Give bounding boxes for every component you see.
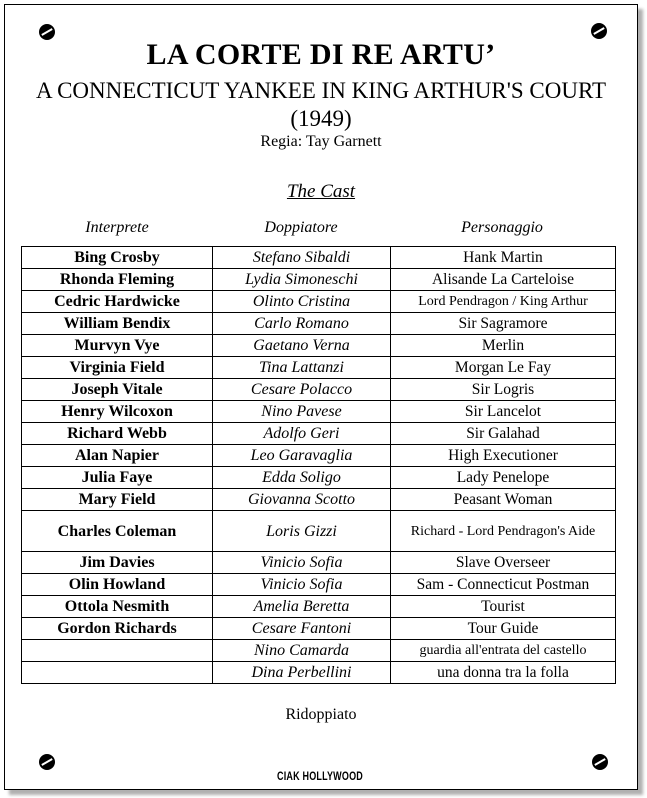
role-cell: Tourist bbox=[391, 596, 616, 618]
dubber-cell: Cesare Polacco bbox=[213, 379, 391, 401]
role-cell: guardia all'entrata del castello bbox=[391, 640, 616, 662]
role-cell: Slave Overseer bbox=[391, 552, 616, 574]
actor-cell bbox=[22, 640, 213, 662]
dubber-cell: Loris Gizzi bbox=[213, 511, 391, 552]
table-row bbox=[22, 401, 616, 423]
table-row bbox=[22, 313, 616, 335]
table-row bbox=[22, 640, 616, 662]
dubber-cell: Adolfo Geri bbox=[213, 423, 391, 445]
dubber-cell: Stefano Sibaldi bbox=[213, 247, 391, 269]
role-cell: Hank Martin bbox=[391, 247, 616, 269]
dubber-cell: Lydia Simoneschi bbox=[213, 269, 391, 291]
ciak-hollywood-logo: CIAK HOLLYWOOD bbox=[277, 769, 363, 783]
english-title: A CONNECTICUT YANKEE IN KING ARTHUR'S COURT bbox=[35, 78, 606, 103]
dubber-cell: Vinicio Sofia bbox=[213, 574, 391, 596]
actor-cell: Cedric Hardwicke bbox=[22, 291, 213, 313]
dubber-cell: Dina Perbellini bbox=[213, 662, 391, 684]
role-cell: Alisande La Carteloise bbox=[391, 269, 616, 291]
actor-cell: Rhonda Fleming bbox=[22, 269, 213, 291]
table-row bbox=[22, 489, 616, 511]
table-row bbox=[22, 662, 616, 684]
actor-cell: William Bendix bbox=[22, 313, 213, 335]
role-cell: Lady Penelope bbox=[391, 467, 616, 489]
dubber-cell: Cesare Fantoni bbox=[213, 618, 391, 640]
role-cell: Sir Lancelot bbox=[391, 401, 616, 423]
actor-cell: Alan Napier bbox=[22, 445, 213, 467]
dubber-cell: Nino Pavese bbox=[213, 401, 391, 423]
dubber-cell: Carlo Romano bbox=[213, 313, 391, 335]
dubber-cell: Vinicio Sofia bbox=[213, 552, 391, 574]
table-row bbox=[22, 596, 616, 618]
table-row bbox=[22, 467, 616, 489]
role-cell: una donna tra la folla bbox=[391, 662, 616, 684]
cast-heading: The Cast bbox=[286, 181, 356, 202]
table-row bbox=[22, 379, 616, 401]
cast-table bbox=[21, 246, 616, 684]
italian-title: LA CORTE DI RE ARTU’ bbox=[146, 38, 496, 71]
table-row bbox=[22, 552, 616, 574]
table-row bbox=[22, 269, 616, 291]
actor-cell: Jim Davies bbox=[22, 552, 213, 574]
actor-cell: Mary Field bbox=[22, 489, 213, 511]
role-cell: Lord Pendragon / King Arthur bbox=[391, 291, 616, 313]
table-row bbox=[22, 618, 616, 640]
role-cell: Peasant Woman bbox=[391, 489, 616, 511]
actor-cell: Joseph Vitale bbox=[22, 379, 213, 401]
actor-cell: Murvyn Vye bbox=[22, 335, 213, 357]
role-cell: Richard - Lord Pendragon's Aide bbox=[391, 511, 616, 552]
column-header-dubber: Doppiatore bbox=[264, 219, 338, 236]
dubber-cell: Edda Soligo bbox=[213, 467, 391, 489]
role-cell: Tour Guide bbox=[391, 618, 616, 640]
dubber-cell: Giovanna Scotto bbox=[213, 489, 391, 511]
release-year: (1949) bbox=[290, 106, 352, 131]
table-row bbox=[22, 511, 616, 552]
actor-cell: Ottola Nesmith bbox=[22, 596, 213, 618]
actor-cell: Richard Webb bbox=[22, 423, 213, 445]
actor-cell: Charles Coleman bbox=[22, 511, 213, 552]
table-row bbox=[22, 423, 616, 445]
role-cell: Sir Sagramore bbox=[391, 313, 616, 335]
column-header-role: Personaggio bbox=[461, 219, 543, 236]
actor-cell: Olin Howland bbox=[22, 574, 213, 596]
dubber-cell: Olinto Cristina bbox=[213, 291, 391, 313]
actor-cell: Julia Faye bbox=[22, 467, 213, 489]
role-cell: Morgan Le Fay bbox=[391, 357, 616, 379]
column-header-actor: Interprete bbox=[85, 219, 149, 236]
table-row bbox=[22, 357, 616, 379]
dubber-cell: Leo Garavaglia bbox=[213, 445, 391, 467]
table-row bbox=[22, 445, 616, 467]
actor-cell: Gordon Richards bbox=[22, 618, 213, 640]
director-credit: Regia: Tay Garnett bbox=[260, 133, 382, 150]
actor-cell: Henry Wilcoxon bbox=[22, 401, 213, 423]
role-cell: Merlin bbox=[391, 335, 616, 357]
actor-cell: Bing Crosby bbox=[22, 247, 213, 269]
dubber-cell: Nino Camarda bbox=[213, 640, 391, 662]
redub-note: Ridoppiato bbox=[285, 706, 357, 723]
screw-bottom-left-icon bbox=[39, 754, 55, 770]
table-row bbox=[22, 247, 616, 269]
screw-bottom-right-icon bbox=[592, 754, 608, 770]
plaque bbox=[4, 4, 638, 790]
table-row bbox=[22, 291, 616, 313]
table-row bbox=[22, 335, 616, 357]
dubber-cell: Tina Lattanzi bbox=[213, 357, 391, 379]
actor-cell: Virginia Field bbox=[22, 357, 213, 379]
role-cell: Sam - Connecticut Postman bbox=[391, 574, 616, 596]
role-cell: Sir Galahad bbox=[391, 423, 616, 445]
role-cell: High Executioner bbox=[391, 445, 616, 467]
dubber-cell: Amelia Beretta bbox=[213, 596, 391, 618]
table-row bbox=[22, 574, 616, 596]
dubber-cell: Gaetano Verna bbox=[213, 335, 391, 357]
actor-cell bbox=[22, 662, 213, 684]
role-cell: Sir Logris bbox=[391, 379, 616, 401]
